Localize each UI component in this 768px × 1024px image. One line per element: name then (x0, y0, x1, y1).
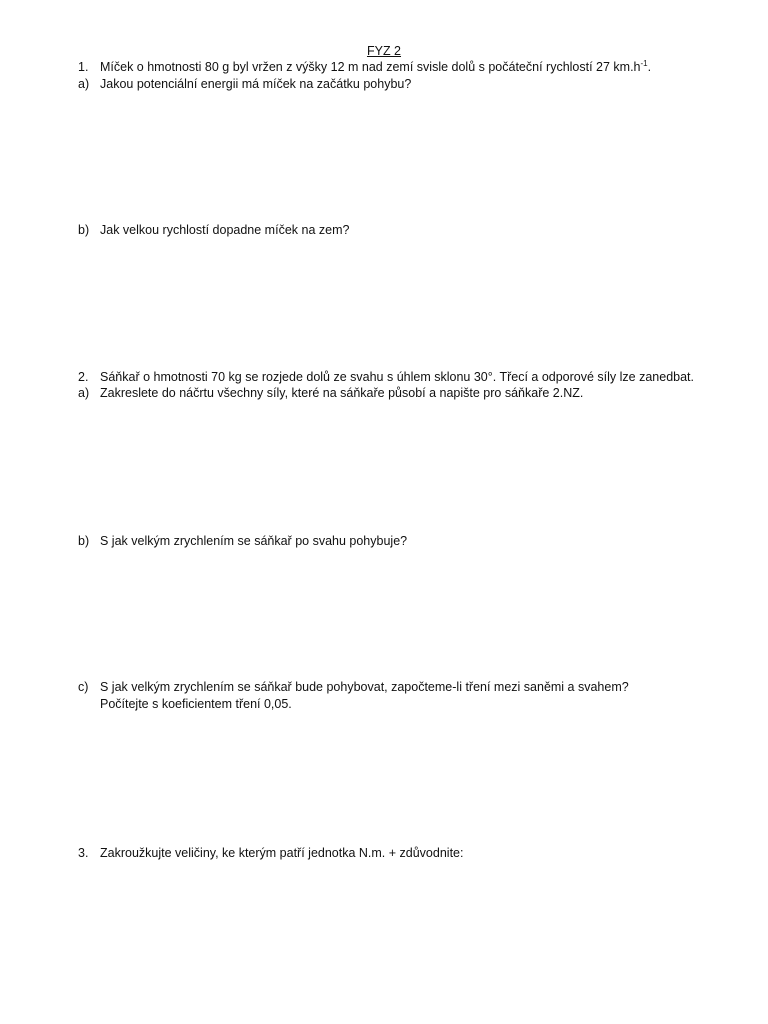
question-1a-letter: a) (78, 77, 90, 91)
question-1a (78, 76, 411, 92)
question-2-number: 2. (78, 370, 89, 384)
question-1b (78, 222, 349, 238)
question-2c (78, 679, 629, 695)
question-2b-text: S jak velkým zrychlením se sáňkař po svahu pohybuje? (100, 534, 408, 548)
question-2 (78, 369, 694, 385)
question-3-text: Zakroužkujte veličiny, ke kterým patří jednotka N.m. + zdůvodnite: (100, 846, 464, 860)
question-1-text: Míček o hmotnosti 80 g byl vržen z výšky 12 m nad zemí svisle dolů s počáteční rychlostí 27 km.h (100, 60, 641, 74)
question-1-end: . (647, 60, 652, 74)
question-3 (78, 845, 463, 861)
question-1-number: 1. (78, 60, 89, 74)
question-3-number: 3. (78, 846, 89, 860)
question-2c-text: S jak velkým zrychlením se sáňkař bude pohybovat, započteme-li tření mezi saněmi a svahem? (100, 680, 629, 694)
question-2c-continuation: Počítejte s koeficientem tření 0,05. (100, 697, 292, 711)
question-2c-letter: c) (78, 680, 89, 694)
question-2-text: Sáňkař o hmotnosti 70 kg se rozjede dolů ze svahu s úhlem sklonu 30°. Třecí a odporové síly lze zanedbat. (100, 370, 694, 384)
question-2a-text: Zakreslete do náčrtu všechny síly, které na sáňkaře působí a napište pro sáňkaře 2.NZ. (100, 386, 584, 400)
question-2b (78, 533, 407, 549)
question-2b-letter: b) (78, 534, 90, 548)
question-1b-text: Jak velkou rychlostí dopadne míček na zem? (100, 223, 350, 237)
question-1a-text: Jakou potenciální energii má míček na začátku pohybu? (100, 77, 412, 91)
question-1 (78, 59, 651, 75)
question-1-superscript: -1 (640, 59, 648, 68)
question-2a (78, 385, 583, 401)
question-2a-letter: a) (78, 386, 90, 400)
page-title: FYZ 2 (366, 44, 402, 58)
question-1b-letter: b) (78, 223, 90, 237)
